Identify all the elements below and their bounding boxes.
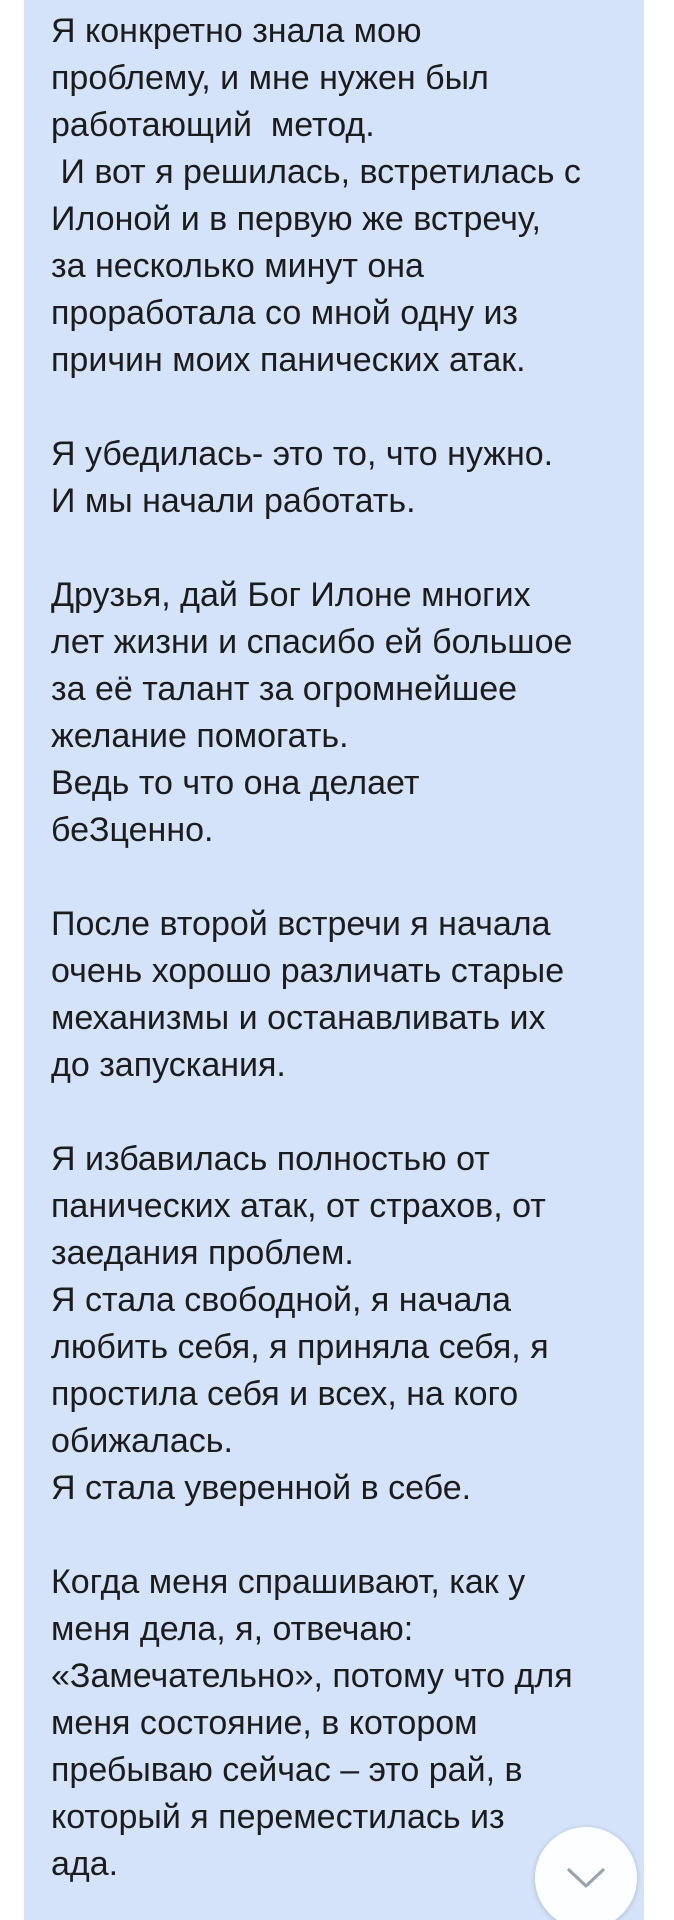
message-text: Я конкретно знала мою проблему, и мне нужен был работающий метод. И вот я решилась, встретилась с Илоной и в первую же встречу, за несколько минут она проработала со мной одну из причин моих панических атак. Я убедилась- это то, что нужно. И мы начали работать. Друзья, дай Бог Илоне многих лет жизни и спасибо ей большое за её талант за огромнейшее желание помогать. Ведь то что она делает беЗценно. После второй встречи я начала очень хорошо различать старые механизмы и останавливать их до запускания. Я избавилась полностью от панических атак, от страхов, от заедания проблем. Я стала свободной, я начала любить себя, я приняла себя, я простила себя и всех, на кого обижалась. Я стала уверенной в себе. Когда меня спрашивают, как у меня дела, я, отвечаю: «Замечательно», потому что для меня состояние, в котором пребываю сейчас – это рай, в который я переместилась из ада. (51, 12, 581, 1883)
scroll-to-bottom-button[interactable] (535, 1827, 637, 1920)
chevron-down-icon (566, 1866, 606, 1890)
